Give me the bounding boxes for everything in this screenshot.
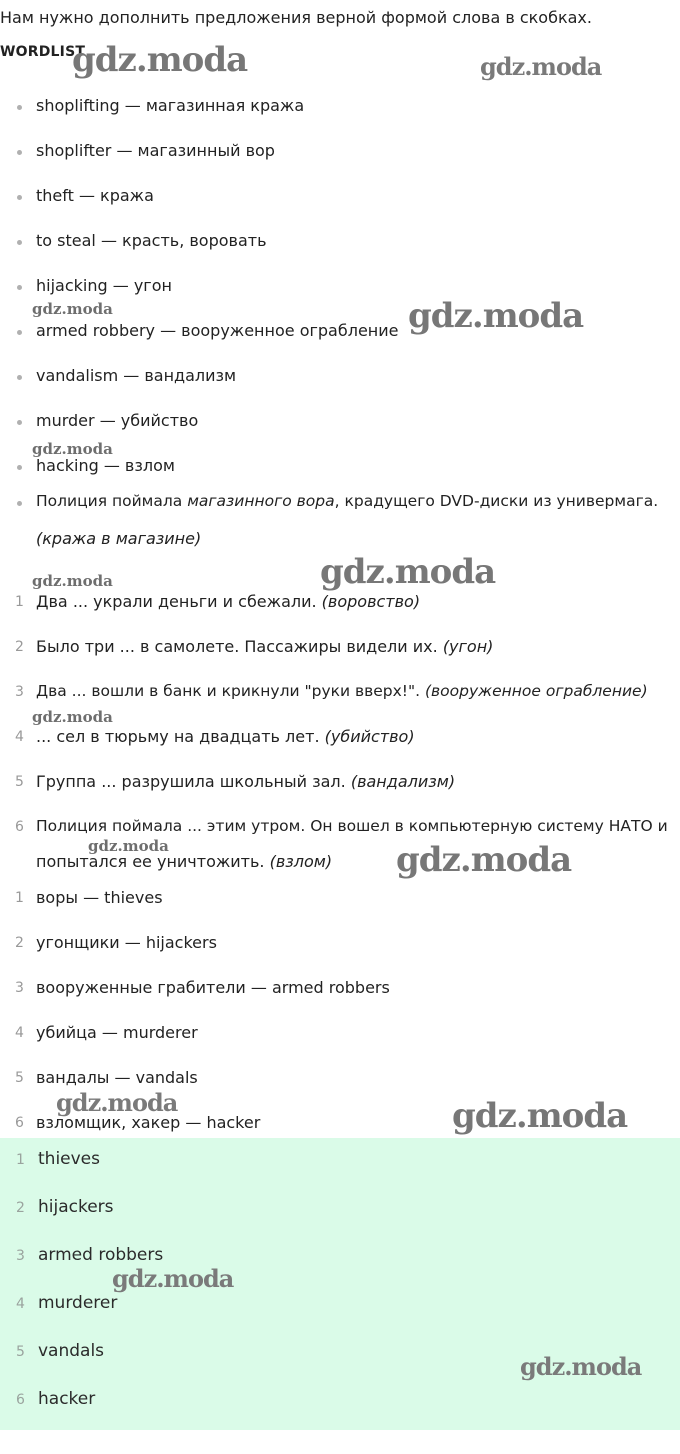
watermark: gdz.moda bbox=[480, 52, 602, 81]
bullet-icon bbox=[17, 240, 22, 245]
watermark: gdz.moda bbox=[452, 1096, 628, 1136]
watermark: gdz.moda bbox=[32, 572, 113, 590]
example-item bbox=[0, 492, 680, 516]
watermark: gdz.moda bbox=[408, 296, 584, 336]
watermark: gdz.moda bbox=[56, 1088, 178, 1117]
exercise-hint: (убийство) bbox=[324, 727, 415, 746]
answer-item: 1 thieves bbox=[16, 1149, 100, 1169]
example-text-before: Полиция поймала bbox=[36, 492, 188, 510]
bullet-icon bbox=[17, 150, 22, 155]
bullet-icon bbox=[17, 285, 22, 290]
exercise-hint: (угон) bbox=[442, 637, 494, 656]
watermark: gdz.moda bbox=[88, 837, 169, 855]
watermark: gdz.moda bbox=[72, 40, 248, 80]
example-note: (кража в магазине) bbox=[36, 529, 202, 548]
watermark: gdz.moda bbox=[112, 1264, 234, 1293]
example-text-after: , крадущего DVD-диски из универмага. bbox=[334, 492, 659, 510]
exercise-hint: (вандализм) bbox=[350, 772, 456, 791]
bullet-icon bbox=[17, 195, 22, 200]
wordlist-item: shoplifter — магазинный вор bbox=[0, 141, 680, 165]
wordlist-item: to steal — красть, воровать bbox=[0, 231, 680, 255]
exercise-hint: (вооруженное ограбление) bbox=[425, 682, 648, 700]
wordlist-item: theft — кража bbox=[0, 186, 680, 210]
exercise-hint: (взлом) bbox=[269, 852, 333, 871]
answers-box bbox=[0, 1138, 680, 1430]
watermark: gdz.moda bbox=[520, 1352, 642, 1381]
watermark: gdz.moda bbox=[320, 552, 496, 592]
watermark: gdz.moda bbox=[396, 840, 572, 880]
watermark: gdz.moda bbox=[32, 708, 113, 726]
bullet-icon bbox=[17, 465, 22, 470]
wordlist-item: murder — убийство bbox=[0, 411, 680, 435]
watermark: gdz.moda bbox=[32, 440, 113, 458]
wordlist-item: shoplifting — магазинная кража bbox=[0, 96, 680, 120]
watermark: gdz.moda bbox=[32, 300, 113, 318]
exercise-hint: (воровство) bbox=[321, 592, 421, 611]
wordlist-item: armed robbery — вооруженное ограбление bbox=[0, 321, 680, 345]
bullet-icon bbox=[17, 501, 22, 506]
bullet-icon bbox=[17, 330, 22, 335]
bullet-icon bbox=[17, 375, 22, 380]
wordlist-item: vandalism — вандализм bbox=[0, 366, 680, 390]
bullet-icon bbox=[17, 105, 22, 110]
intro-text: Нам нужно дополнить предложения верной формой слова в скобках. bbox=[0, 8, 592, 27]
example-highlight: магазинного вора bbox=[187, 492, 335, 510]
answer-item: 4 murderer bbox=[16, 1293, 118, 1313]
answer-item: 3 armed robbers bbox=[16, 1245, 164, 1265]
bullet-icon bbox=[17, 420, 22, 425]
answer-item: 6 hacker bbox=[16, 1389, 96, 1409]
answer-item: 5 vandals bbox=[16, 1341, 105, 1361]
wordlist-item: hacking — взлом bbox=[0, 456, 680, 480]
answer-item: 2 hijackers bbox=[16, 1197, 114, 1217]
wordlist-item: hijacking — угон bbox=[0, 276, 680, 300]
wordlist-title: WORDLIST bbox=[0, 44, 86, 60]
